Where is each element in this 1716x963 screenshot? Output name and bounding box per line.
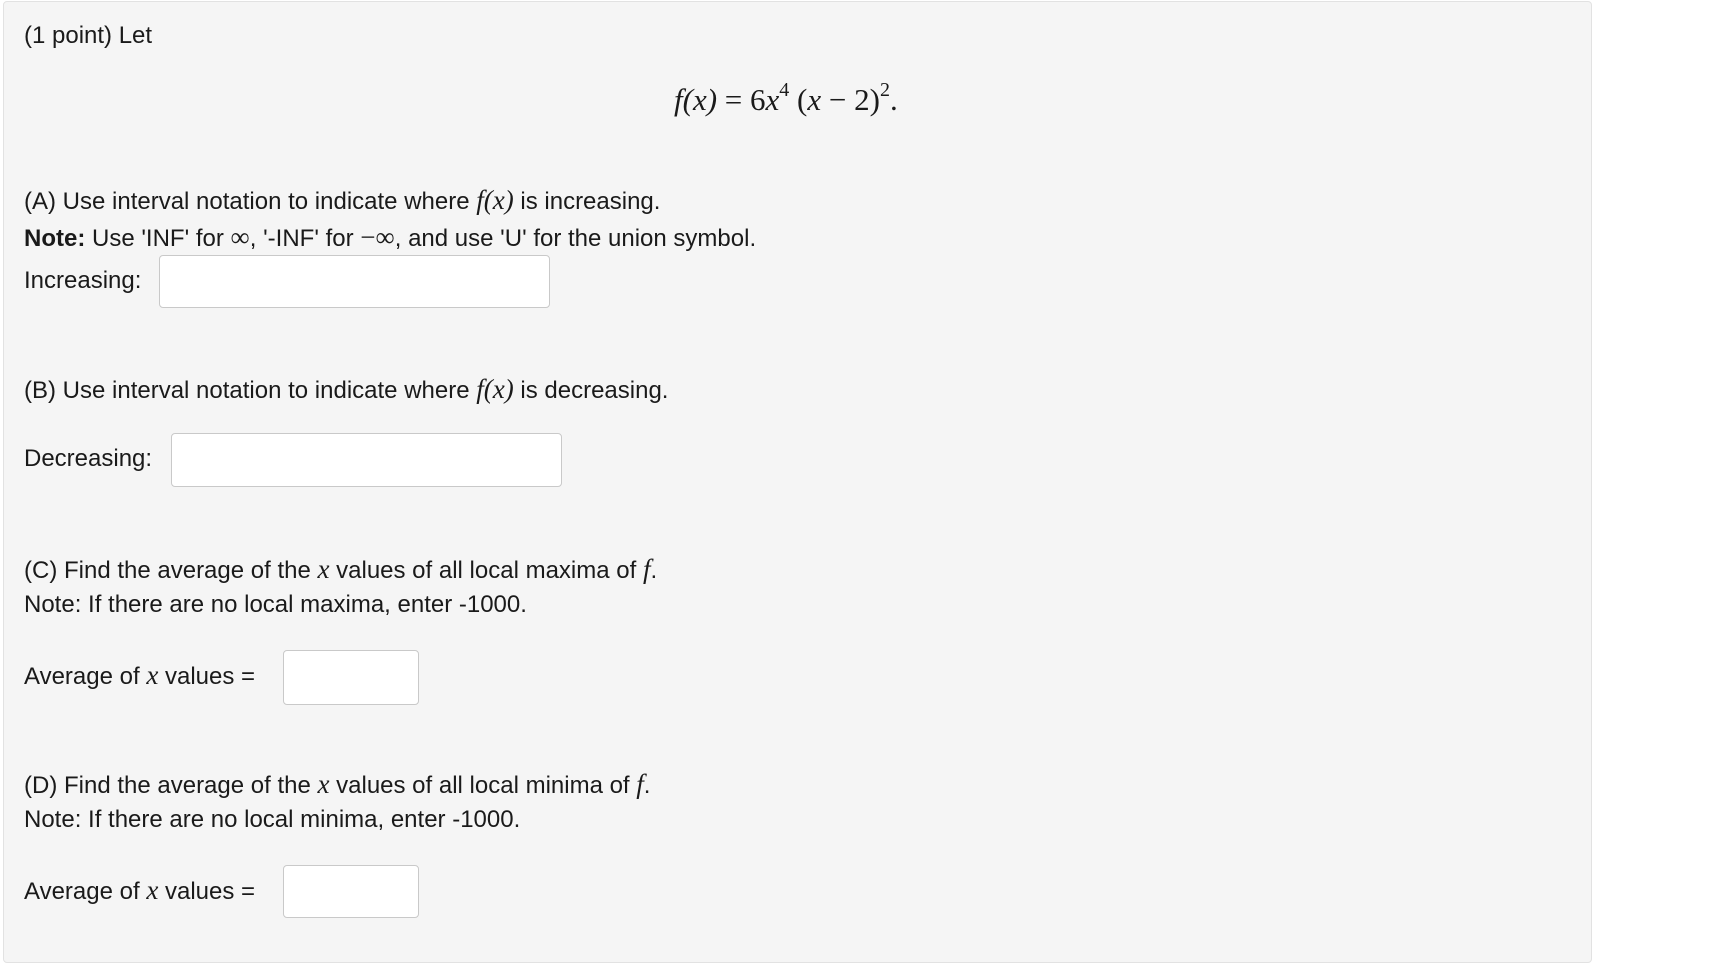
part-b-question: (B) Use interval notation to indicate where f(x) is decreasing. xyxy=(24,374,669,404)
part-d-note: Note: If there are no local minima, enter -1000. xyxy=(24,806,521,833)
increasing-input[interactable] xyxy=(159,255,550,308)
part-a-note: Note: Use 'INF' for ∞, '-INF' for −∞, and use 'U' for the union symbol. xyxy=(24,222,757,252)
decreasing-input[interactable] xyxy=(171,433,562,487)
decreasing-label: Decreasing: xyxy=(24,445,153,472)
increasing-label: Increasing: xyxy=(24,267,142,294)
part-c-note: Note: If there are no local maxima, enter -1000. xyxy=(24,591,527,618)
part-c-answer-label: Average of x values = xyxy=(24,660,256,690)
part-d-answer-label: Average of x values = xyxy=(24,875,256,905)
local-max-average-input[interactable] xyxy=(283,650,419,705)
part-c-question: (C) Find the average of the x values of all local maxima of f. xyxy=(24,554,658,584)
part-d-question: (D) Find the average of the x values of all local minima of f. xyxy=(24,769,651,799)
problem-panel xyxy=(3,1,1592,963)
local-min-average-input[interactable] xyxy=(283,865,419,918)
problem-intro: (1 point) Let xyxy=(24,22,153,49)
part-a-question: (A) Use interval notation to indicate where f(x) is increasing. xyxy=(24,185,661,215)
function-formula: $f(x) = 6x^4$ $(x - 2)^2$. xyxy=(674,79,898,117)
